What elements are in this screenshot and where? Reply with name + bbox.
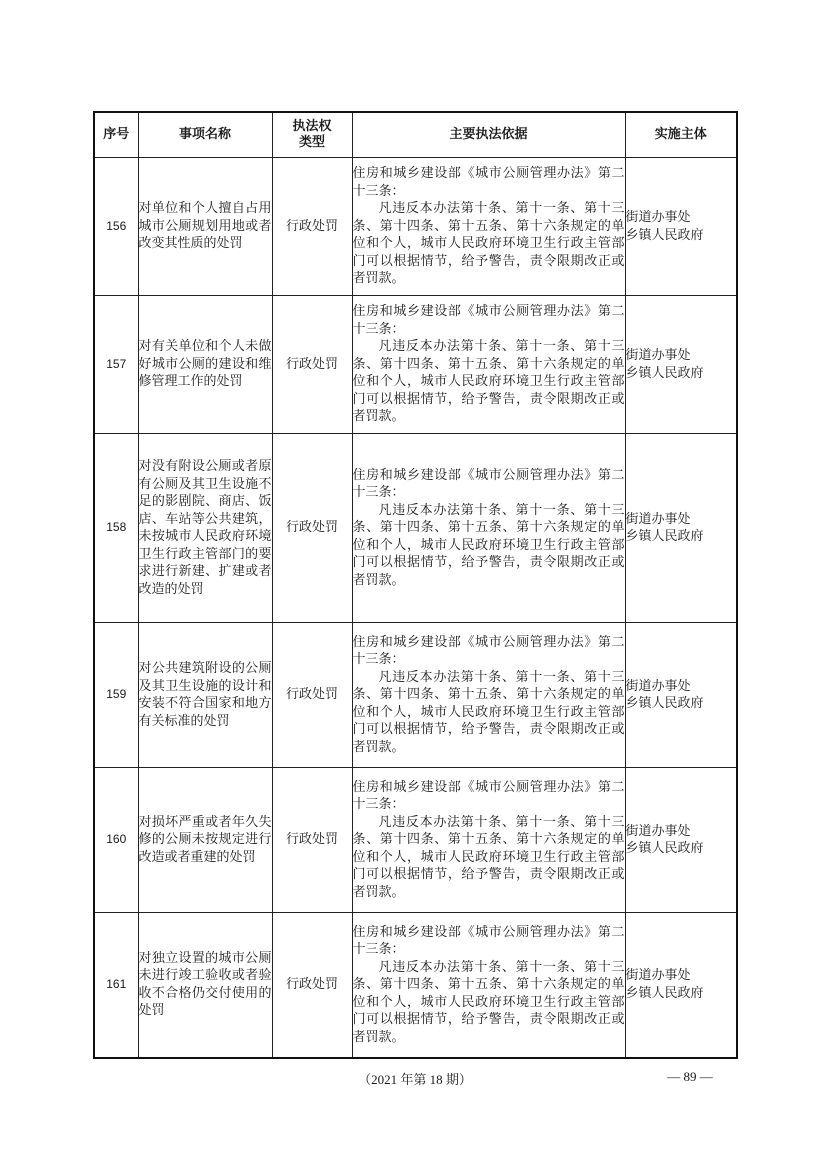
- header-enforcement-type-line1: 执法权: [292, 119, 332, 134]
- legal-basis-clause: 凡违反本办法第十条、第十一条、第十三条、第十四条、第十五条、第十六条规定的单位和个人，城市人民政府环境卫生行政主管部门可以根据情节，给予警告，责令限期改正或者罚款。: [352, 814, 625, 900]
- header-agency: 实施主体: [625, 112, 737, 158]
- agency-line-2: 乡镇人民政府: [625, 227, 704, 243]
- row-item-name: 对公共建筑附设的公厕及其卫生设施的设计和安装不符合国家和地方有关标准的处罚: [138, 623, 272, 768]
- issue-number: （2021 年第 18 期）: [358, 1072, 472, 1087]
- row-enforcement-type: 行政处罚: [272, 913, 352, 1058]
- row-agency: [625, 913, 737, 1058]
- agency-line-2: 乡镇人民政府: [625, 529, 704, 544]
- agency-line-2: 乡镇人民政府: [625, 841, 704, 856]
- agency-line-1: 街道办事处: [625, 678, 691, 694]
- row-number: 157: [94, 296, 138, 434]
- row-legal-basis: [352, 296, 625, 434]
- header-enforcement-type: [272, 112, 352, 158]
- table-row: [94, 768, 737, 913]
- row-number: 161: [94, 913, 138, 1058]
- row-enforcement-type: 行政处罚: [272, 623, 352, 768]
- legal-basis-clause: 凡违反本办法第十条、第十一条、第十三条、第十四条、第十五条、第十六条规定的单位和个人，城市人民政府环境卫生行政主管部门可以根据情节，给予警告，责令限期改正或者罚款。: [352, 502, 625, 588]
- agency-line-1: 街道办事处: [625, 823, 691, 839]
- row-legal-basis: [352, 158, 625, 296]
- row-legal-basis: [352, 434, 625, 623]
- table-row: [94, 434, 737, 623]
- row-agency: [625, 434, 737, 623]
- row-enforcement-type: 行政处罚: [272, 434, 352, 623]
- row-number: 159: [94, 623, 138, 768]
- row-enforcement-type: 行政处罚: [272, 158, 352, 296]
- agency-line-1: 街道办事处: [625, 210, 691, 225]
- legal-basis-law: 住房和城乡建设部《城市公厕管理办法》第二十三条：: [352, 467, 625, 501]
- legal-basis-clause: 凡违反本办法第十条、第十一条、第十三条、第十四条、第十五条、第十六条规定的单位和个人，城市人民政府环境卫生行政主管部门可以根据情节，给予警告，责令限期改正或者罚款。: [352, 959, 625, 1045]
- table-row: [94, 913, 737, 1058]
- agency-line-2: 乡镇人民政府: [625, 985, 704, 1001]
- legal-basis-clause: 凡违反本办法第十条、第十一条、第十三条、第十四条、第十五条、第十六条规定的单位和个人，城市人民政府环境卫生行政主管部门可以根据情节，给予警告，责令限期改正或者罚款。: [352, 201, 625, 287]
- agency-line-1: 街道办事处: [625, 348, 691, 363]
- row-agency: [625, 158, 737, 296]
- row-agency: [625, 768, 737, 913]
- header-item-name: 事项名称: [138, 112, 272, 158]
- legal-basis-law: 住房和城乡建设部《城市公厕管理办法》第二十三条：: [352, 166, 625, 199]
- enforcement-items-table: [93, 111, 738, 1059]
- page-number: — 89 —: [667, 1069, 713, 1084]
- table-row: [94, 623, 737, 768]
- row-agency: [625, 296, 737, 434]
- row-agency: [625, 623, 737, 768]
- legal-basis-clause: 凡违反本办法第十条、第十一条、第十三条、第十四条、第十五条、第十六条规定的单位和个人，城市人民政府环境卫生行政主管部门可以根据情节，给予警告，责令限期改正或者罚款。: [352, 339, 625, 425]
- row-number: 160: [94, 768, 138, 913]
- row-number: 158: [94, 434, 138, 623]
- agency-line-2: 乡镇人民政府: [625, 696, 704, 711]
- agency-line-1: 街道办事处: [625, 968, 691, 984]
- header-legal-basis: 主要执法依据: [352, 112, 625, 158]
- table-row: [94, 158, 737, 296]
- row-item-name: 对没有附设公厕或者原有公厕及其卫生设施不足的影剧院、商店、饭店、车站等公共建筑，未按城市人民政府环境卫生行政主管部门的要求进行新建、扩建或者改造的处罚: [138, 434, 272, 623]
- row-item-name: 对独立设置的城市公厕未进行竣工验收或者验收不合格仍交付使用的处罚: [138, 913, 272, 1058]
- legal-basis-law: 住房和城乡建设部《城市公厕管理办法》第二十三条：: [352, 304, 625, 337]
- agency-line-2: 乡镇人民政府: [625, 365, 704, 381]
- agency-line-1: 街道办事处: [625, 511, 691, 527]
- table-header-row: [94, 112, 737, 158]
- row-item-name: 对单位和个人擅自占用城市公厕规划用地或者改变其性质的处罚: [138, 158, 272, 296]
- legal-basis-law: 住房和城乡建设部《城市公厕管理办法》第二十三条：: [352, 779, 625, 813]
- row-enforcement-type: 行政处罚: [272, 768, 352, 913]
- legal-basis-law: 住房和城乡建设部《城市公厕管理办法》第二十三条：: [352, 634, 625, 668]
- header-number: 序号: [94, 112, 138, 158]
- legal-basis-law: 住房和城乡建设部《城市公厕管理办法》第二十三条：: [352, 924, 625, 957]
- row-legal-basis: [352, 913, 625, 1058]
- row-legal-basis: [352, 623, 625, 768]
- row-enforcement-type: 行政处罚: [272, 296, 352, 434]
- row-number: 156: [94, 158, 138, 296]
- header-enforcement-type-line2: 类型: [298, 135, 325, 150]
- row-item-name: 对有关单位和个人未做好城市公厕的建设和维修管理工作的处罚: [138, 296, 272, 434]
- row-legal-basis: [352, 768, 625, 913]
- row-item-name: 对损坏严重或者年久失修的公厕未按规定进行改造或者重建的处罚: [138, 768, 272, 913]
- table-row: [94, 296, 737, 434]
- legal-basis-clause: 凡违反本办法第十条、第十一条、第十三条、第十四条、第十五条、第十六条规定的单位和个人，城市人民政府环境卫生行政主管部门可以根据情节，给予警告，责令限期改正或者罚款。: [352, 669, 625, 755]
